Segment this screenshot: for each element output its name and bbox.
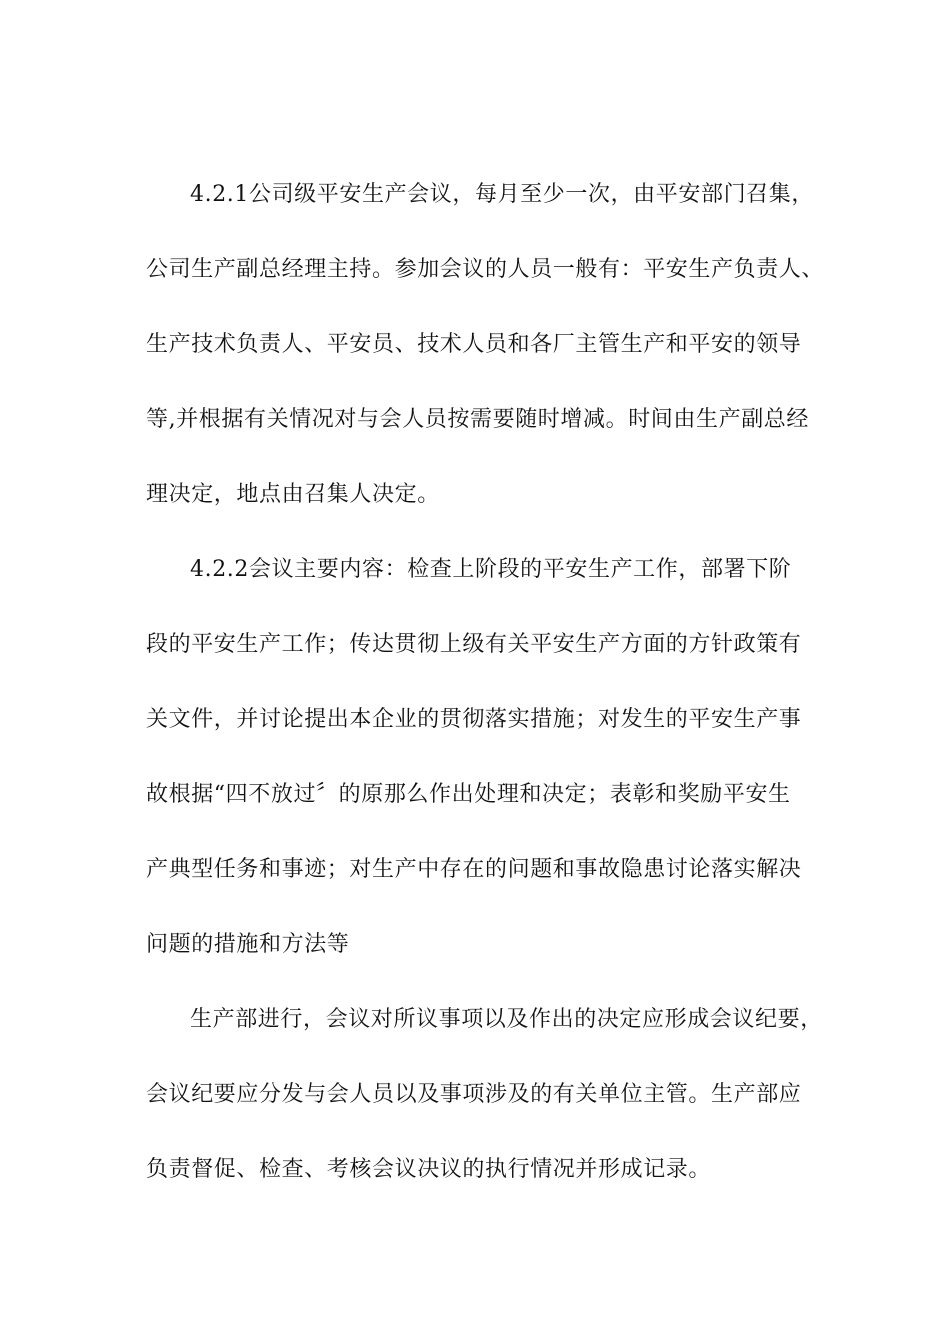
text-line: 公司生产副总经理主持。参加会议的人员一般有：平安生产负责人、 bbox=[146, 257, 825, 282]
paragraph-4-2-1 bbox=[146, 177, 826, 552]
text-line: 段的平安生产工作；传达贯彻上级有关平安生产方面的方针政策有 bbox=[146, 632, 802, 657]
text-line: 会议纪要应分发与会人员以及事项涉及的有关单位主管。生产部应 bbox=[146, 1082, 802, 1107]
text-line: 4.2.2会议主要内容：检查上阶段的平安生产工作，部署下阶 bbox=[190, 557, 792, 582]
text-line: 问题的措施和方法等 bbox=[146, 932, 350, 957]
text-line: 产典型任务和事迹；对生产中存在的问题和事故隐患讨论落实解决 bbox=[146, 857, 802, 882]
paragraph-meeting-minutes bbox=[146, 1002, 826, 1227]
paragraph-4-2-2 bbox=[146, 552, 826, 1002]
text-line: 关文件，并讨论提出本企业的贯彻落实措施；对发生的平安生产事 bbox=[146, 707, 802, 732]
text-line: 理决定，地点由召集人决定。 bbox=[146, 482, 440, 507]
text-line: 负责督促、检查、考核会议决议的执行情况并形成记录。 bbox=[146, 1157, 712, 1182]
text-line: 生产技术负责人、平安员、技术人员和各厂主管生产和平安的领导 bbox=[146, 332, 802, 357]
text-line: 4.2.1公司级平安生产会议，每月至少一次，由平安部门召集， bbox=[190, 182, 814, 207]
text-line: 故根据“四不放过〞的原那么作出处理和决定；表彰和奖励平安生 bbox=[146, 782, 791, 807]
text-line: 生产部进行，会议对所议事项以及作出的决定应形成会议纪要， bbox=[190, 1007, 823, 1032]
text-line: 等,并根据有关情况对与会人员按需要随时增减。时间由生产副总经 bbox=[146, 407, 809, 432]
document-body bbox=[146, 177, 826, 1227]
